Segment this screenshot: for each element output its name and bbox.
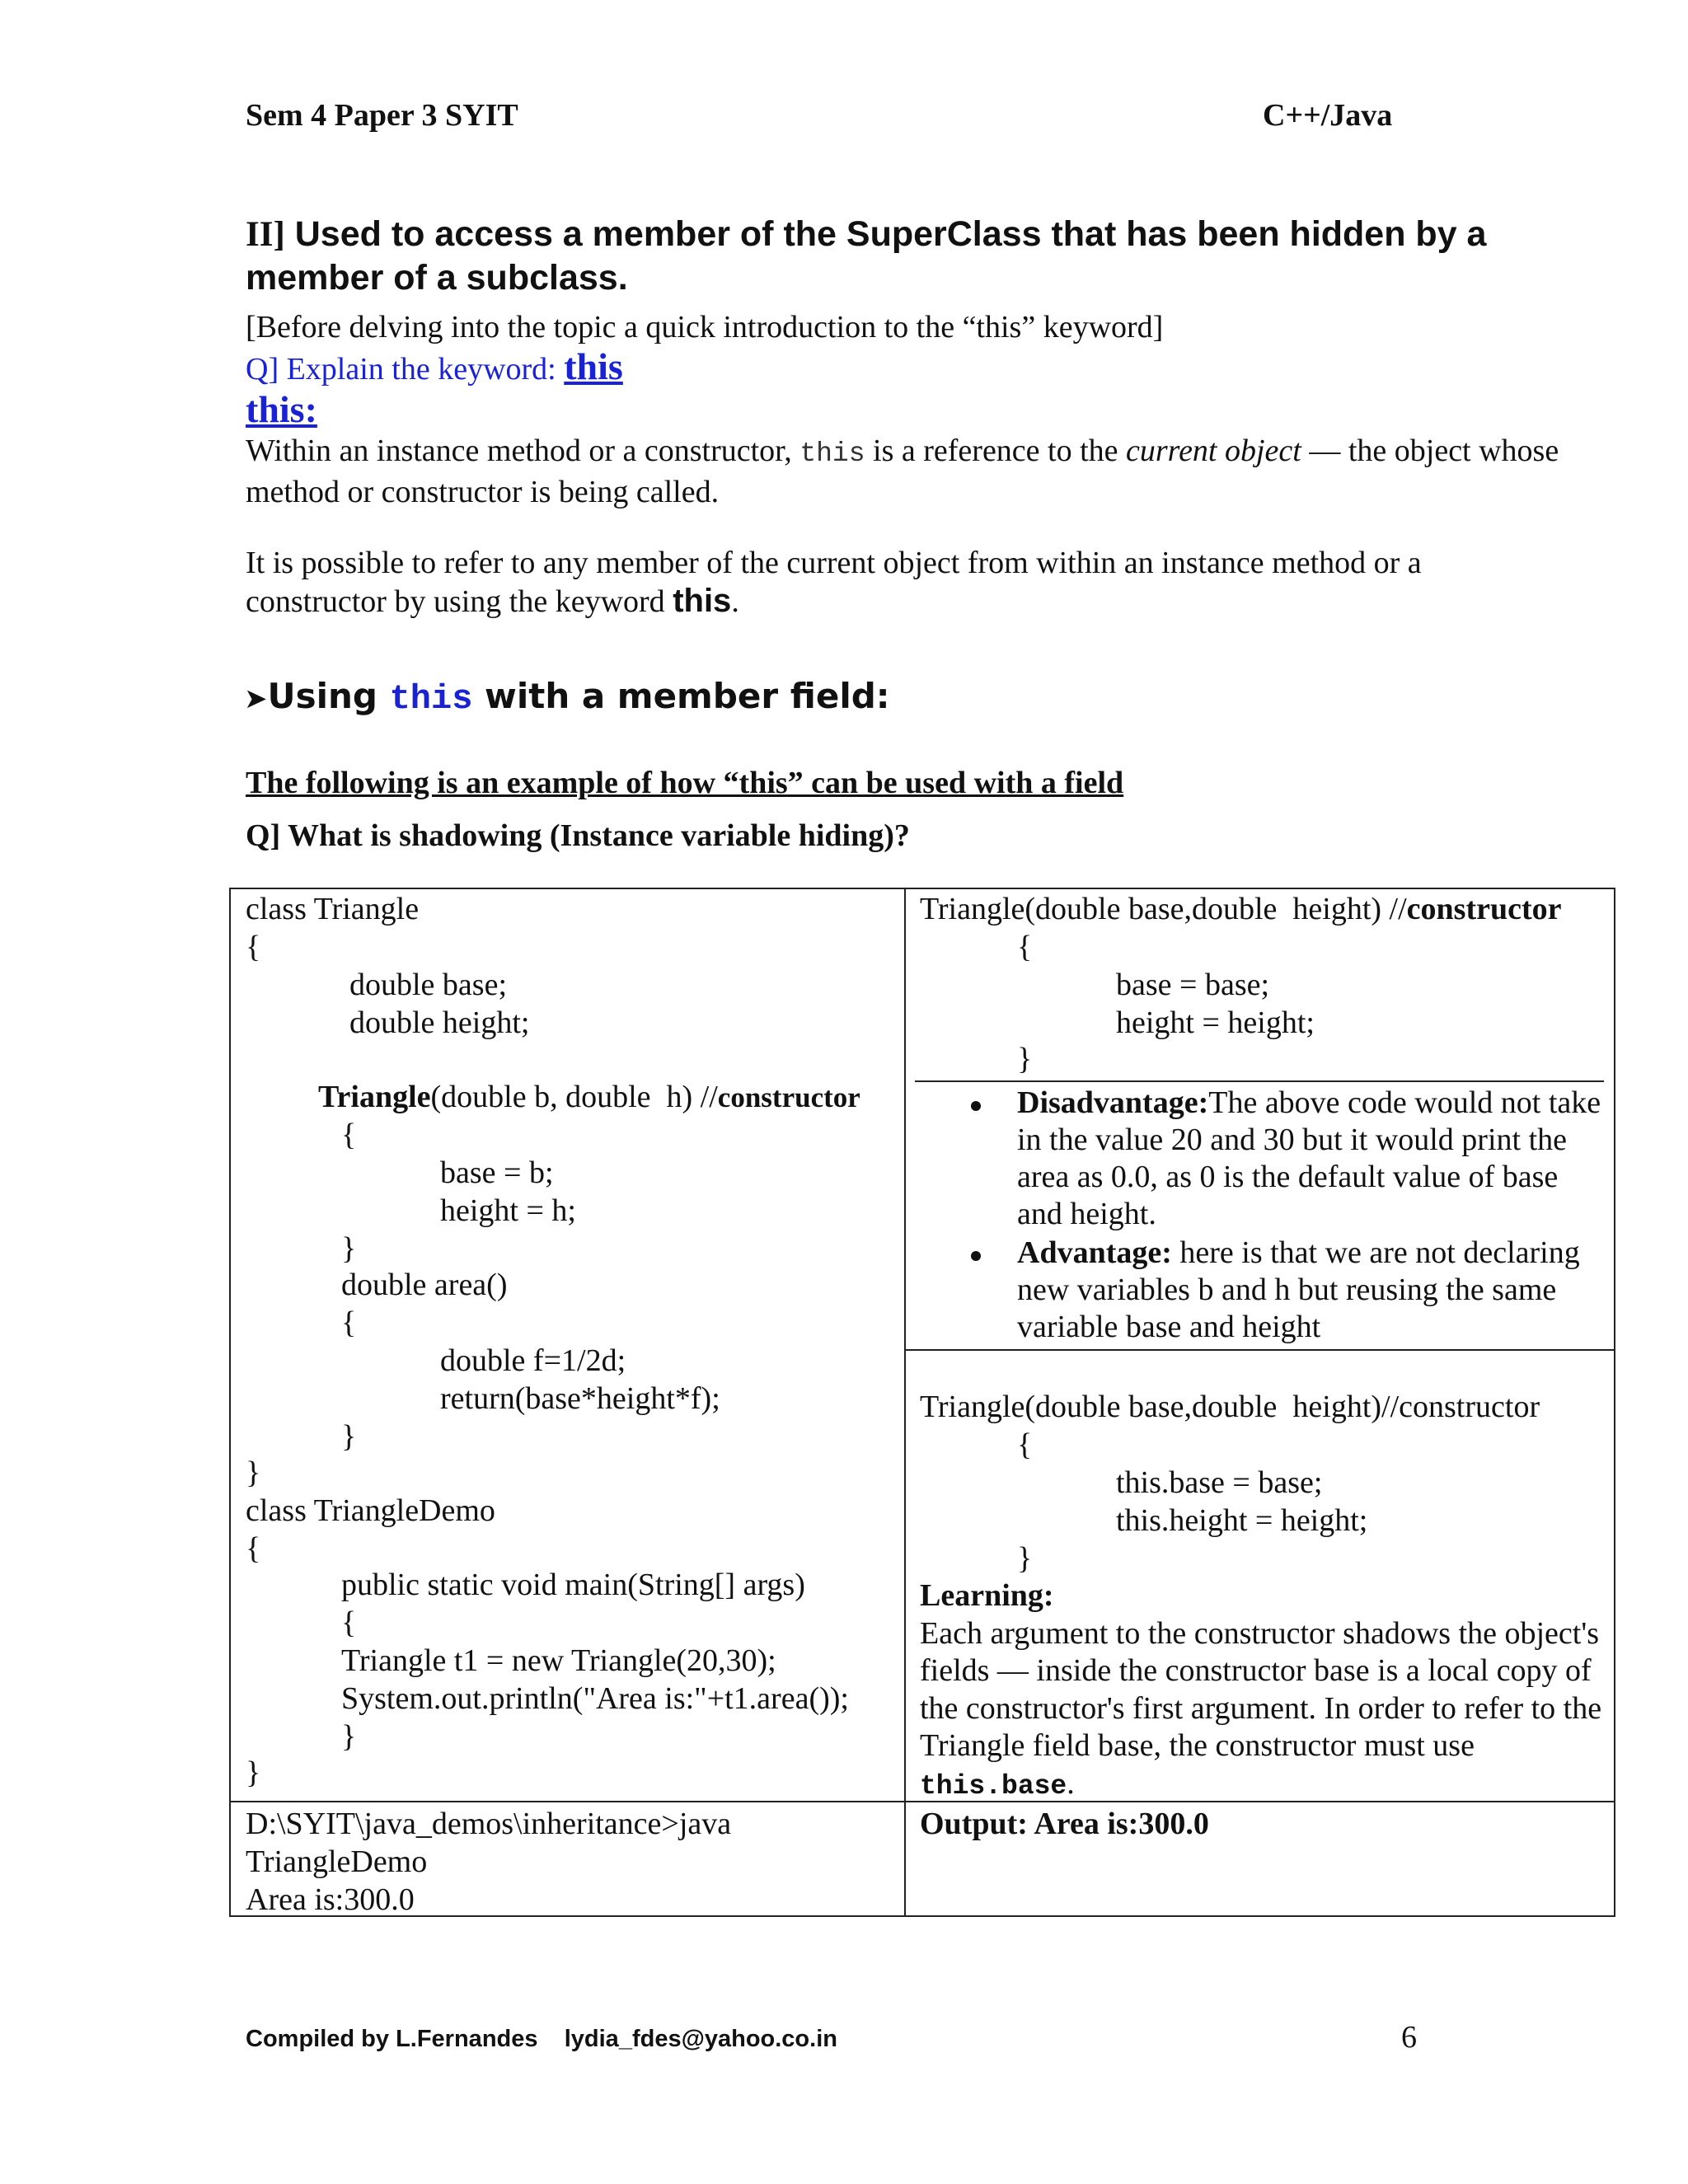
intro-note: [Before delving into the topic a quick introduction to the “this” keyword] — [246, 310, 1164, 344]
code-line: height = height; — [1116, 1005, 1315, 1040]
code-line: } — [341, 1231, 357, 1266]
table-border-left — [229, 888, 231, 1917]
page-number: 6 — [1401, 2020, 1417, 2055]
subheading-keyword: this — [389, 679, 473, 719]
this-heading-text: this: — [246, 388, 317, 430]
code-line: height = h; — [440, 1193, 576, 1228]
code-line: double area() — [341, 1268, 508, 1302]
code-line: } — [1017, 1042, 1033, 1076]
subheading-using-this — [244, 676, 890, 719]
paragraph-this-definition — [246, 432, 1564, 511]
question-text: Q] Explain the keyword: — [246, 352, 565, 387]
para1-italic: current object — [1126, 434, 1301, 468]
code-line: } — [246, 1455, 261, 1490]
learning-end: . — [1067, 1765, 1075, 1801]
question-explain-this — [246, 345, 1564, 388]
output-label: Output: Area is:300.0 — [920, 1807, 1209, 1841]
para2-keyword: this — [673, 583, 732, 619]
code-line: } — [341, 1719, 357, 1754]
code-line: base = base; — [1116, 968, 1270, 1002]
para1-c: — the object whose method or constructor is being called. — [246, 434, 1559, 509]
header-left: Sem 4 Paper 3 SYIT — [246, 98, 518, 133]
console-line: D:\SYIT\java_demos\inheritance>java — [246, 1807, 732, 1841]
bullet-text: here is that we are not declaring new variables b and h but reusing the same variable base and height — [1017, 1235, 1580, 1344]
bullet-label: Disadvantage: — [1017, 1085, 1209, 1120]
para1-code: this — [799, 438, 865, 469]
table-border-right — [1614, 888, 1615, 1917]
question-keyword: this — [564, 345, 623, 387]
code-line: Triangle t1 = new Triangle(20,30); — [341, 1643, 776, 1678]
subheading-b: with a member field: — [472, 676, 890, 716]
code-line: { — [341, 1118, 357, 1152]
code-line: class Triangle — [246, 892, 420, 926]
code-line: { — [1017, 930, 1033, 964]
code-line: this.height = height; — [1116, 1503, 1368, 1538]
learning-section — [920, 1577, 1604, 1805]
code-line: { — [1017, 1427, 1033, 1462]
table-column-divider — [904, 888, 906, 1917]
paragraph-this-member — [246, 544, 1564, 621]
code-line: Triangle(double base,double height)//constructor — [920, 1390, 1540, 1424]
console-line: TriangleDemo — [246, 1844, 428, 1879]
bullet-advantage — [1017, 1235, 1602, 1346]
para1-a: Within an instance method or a constructor, — [246, 434, 800, 468]
code-line: base = b; — [440, 1155, 554, 1190]
code-keyword: constructor — [717, 1081, 860, 1113]
code-keyword: constructor — [1406, 892, 1562, 926]
subheading-a: Using — [267, 676, 390, 716]
bullet-text: The above code would not take in the value 20 and 30 but it would print the area as 0.0, as 0 is the default value of base and height. — [1017, 1085, 1601, 1231]
bullet-label: Advantage: — [1017, 1235, 1172, 1270]
code-line: } — [341, 1419, 357, 1454]
code-line: class TriangleDemo — [246, 1493, 495, 1528]
code-line: { — [341, 1605, 357, 1640]
bullet-icon — [971, 1251, 981, 1261]
code-line: double height; — [349, 1005, 530, 1040]
example-title: The following is an example of how “this” can be used with a field — [246, 766, 1124, 800]
code-line: { — [341, 1305, 357, 1340]
code-line: return(base*height*f); — [440, 1381, 720, 1416]
learning-label: Learning: — [920, 1578, 1054, 1613]
code-line: } — [246, 1755, 261, 1790]
bullet-disadvantage — [1017, 1085, 1602, 1233]
console-line: Area is:300.0 — [246, 1882, 415, 1917]
code-line: { — [246, 930, 261, 964]
code-line: public static void main(String[] args) — [341, 1568, 805, 1602]
question-shadowing: Q] What is shadowing (Instance variable hiding)? — [246, 818, 910, 853]
code-line-constructor — [920, 890, 1562, 928]
arrow-icon: ➤ — [244, 682, 268, 715]
code-line: } — [1017, 1541, 1033, 1576]
learning-code: this.base — [920, 1770, 1067, 1802]
header-right: C++/Java — [1263, 98, 1393, 133]
code-line: double base; — [349, 968, 508, 1002]
para2-a: It is possible to refer to any member of the current object from within an instance method or a constructor by using the keyword — [246, 546, 1422, 619]
table-border-top — [229, 888, 1615, 889]
code-line: this.base = base; — [1116, 1465, 1323, 1500]
code-rest: Triangle(double base,double height) // — [920, 892, 1407, 926]
bullet-icon — [971, 1101, 981, 1111]
section-heading — [246, 213, 1564, 300]
para1-b: is a reference to the — [865, 434, 1127, 468]
code-line: double f=1/2d; — [440, 1343, 626, 1378]
this-heading — [246, 388, 1564, 431]
table-border-bottom — [229, 1915, 1615, 1917]
code-rest: (double b, double h) // — [430, 1080, 718, 1114]
learning-text: Each argument to the constructor shadows the object's fields — inside the constructor base is a local copy of the constructor's first argument. In order to refer to the Triangle field base, the constructor must use — [920, 1615, 1602, 1763]
para2-b: . — [731, 584, 739, 619]
footer-credit: Compiled by L.Fernandes lydia_fdes@yahoo.co.in — [246, 2026, 837, 2052]
section-title: Used to access a member of the SuperClass that has been hidden by a member of a subclass. — [246, 214, 1487, 298]
code-line-constructor — [318, 1078, 860, 1117]
table-right-divider — [904, 1349, 1615, 1351]
code-line: System.out.println("Area is:"+t1.area()); — [341, 1681, 849, 1716]
code-line: { — [246, 1531, 261, 1566]
section-prefix: II] — [246, 215, 285, 254]
code-bold: Triangle — [318, 1080, 431, 1114]
code-separator-line — [915, 1080, 1604, 1082]
